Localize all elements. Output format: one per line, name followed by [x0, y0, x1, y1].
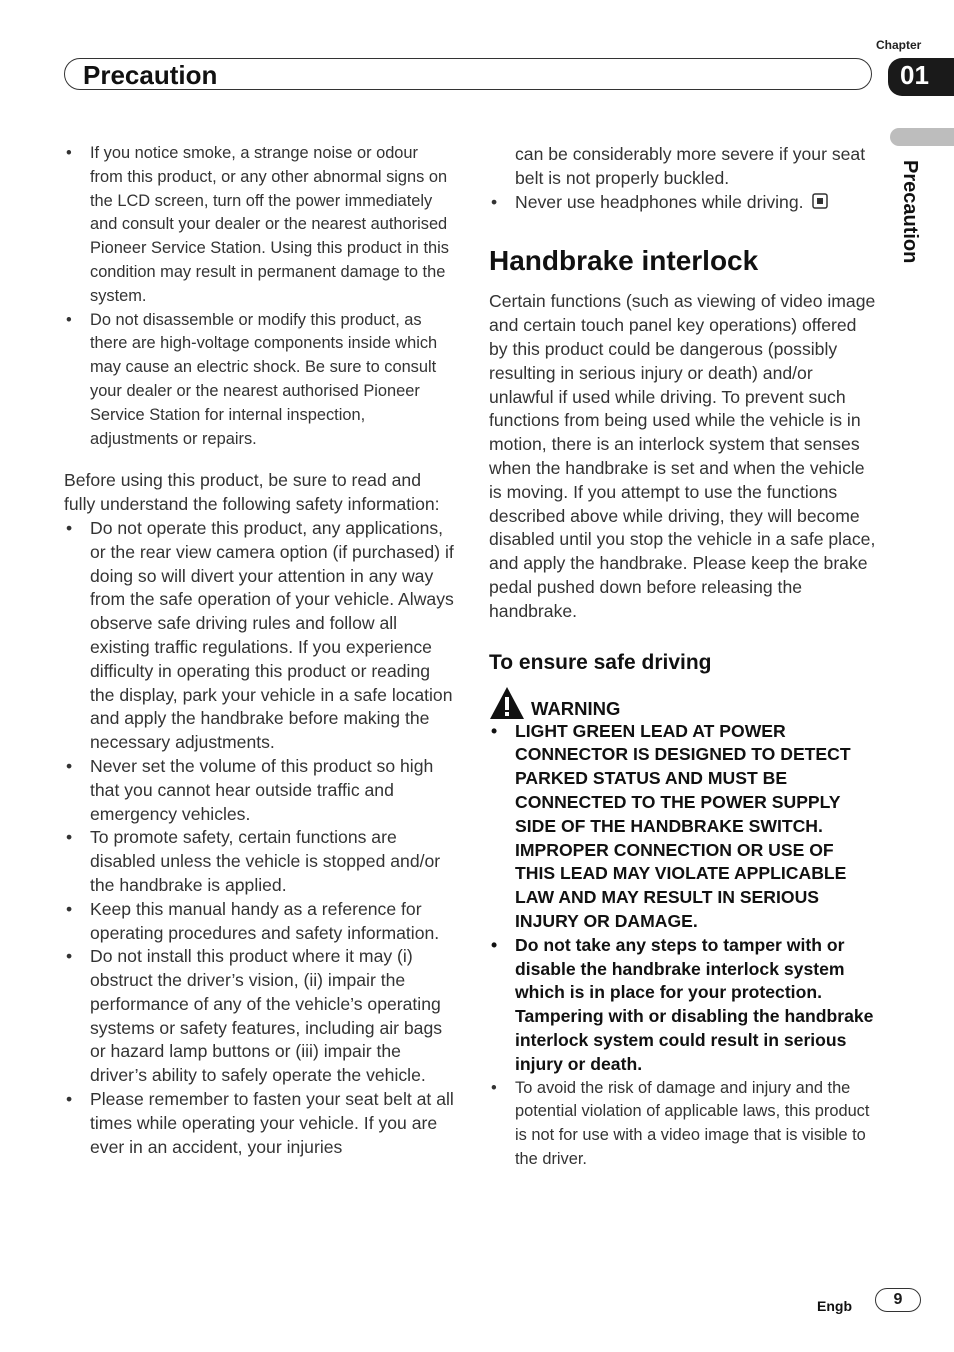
- section-body: Certain functions (such as viewing of video image and certain touch panel key operations) offered by this product could be dangerous (possibly resulting in serious injury or death) and/or unlawful if used while driving. To prevent such functions from being used while the vehicle is in motion, there is an interlock system that senses when the handbrake is set and when the vehicle is moving. If you attempt to use the functions described above while driving, they will become disabled until you stop the vehicle in a safe place, and apply the handbrake. Please keep the brake pedal pushed down before releasing the handbrake.: [489, 291, 876, 621]
- list-item: • Do not take any steps to tamper with or disable the handbrake interlock system which is in place for your protection. Tampering with or disabling the handbrake interlock system could result in serious injury or death.: [489, 934, 877, 1077]
- continuation-text: can be considerably more severe if your seat belt is not properly buckled.: [515, 144, 866, 188]
- chapter-label: Chapter: [876, 38, 922, 52]
- continued-list: [489, 143, 877, 214]
- subsection-title: To ensure safe driving: [489, 650, 712, 674]
- chapter-number: 01: [900, 60, 929, 90]
- left-column: [64, 142, 454, 1159]
- right-column: [489, 143, 877, 1172]
- list-item: • Never set the volume of this product so high that you cannot hear outside traffic and emergency vehicles.: [64, 755, 454, 826]
- list-item: [489, 191, 877, 215]
- list-item: • Keep this manual handy as a reference for operating procedures and safety information.: [64, 898, 454, 946]
- page-title: Precaution: [83, 60, 218, 90]
- note-list: [489, 1077, 877, 1172]
- list-item: • Do not operate this product, any applications, or the rear view camera option (if purchased) if doing so will divert your attention in any way from the safe operation of your vehicle. Always observe safe driving rules and follow all existing traffic regulations. If you experience difficulty in operating this product or reading the display, park your vehicle in a safe location and apply the handbrake before making the necessary adjustments.: [64, 517, 454, 755]
- warning-list: [489, 720, 877, 1077]
- list-item: • Do not disassemble or modify this product, as there are high-voltage components inside which may cause an electric shock. Be sure to consult your dealer or the nearest authorised Pioneer Service Station for internal inspection, adjustments or repairs.: [64, 309, 454, 452]
- safety-list-b: [64, 517, 454, 1160]
- section-title: Handbrake interlock: [489, 245, 759, 277]
- safety-intro: Before using this product, be sure to read and fully understand the following safety information:: [64, 470, 440, 515]
- page-title-bar: [64, 58, 872, 90]
- warning-label: WARNING: [531, 697, 621, 719]
- warning-header: [489, 682, 877, 720]
- list-item: • LIGHT GREEN LEAD AT POWER CONNECTOR IS DESIGNED TO DETECT PARKED STATUS AND MUST BE CONNECTED TO THE POWER SUPPLY SIDE OF THE HANDBRAKE SWITCH. IMPROPER CONNECTION OR USE OF THIS LEAD MAY VIOLATE APPLICABLE LAW AND MAY RESULT IN SERIOUS INJURY OR DAMAGE.: [489, 720, 877, 934]
- list-item: • To avoid the risk of damage and injury and the potential violation of applicable laws, this product is not for use with a video image that is visible to the driver.: [489, 1077, 877, 1172]
- list-item-continuation: [489, 143, 877, 191]
- list-item: • To promote safety, certain functions are disabled unless the vehicle is stopped and/or the handbrake is applied.: [64, 826, 454, 897]
- list-item: • Do not install this product where it may (i) obstruct the driver’s vision, (ii) impair the performance of any of the vehicle’s operating systems or safety features, including air bags or hazard lamp buttons or (iii) impair the driver’s ability to safely operate the vehicle.: [64, 945, 454, 1088]
- side-section-label: Precaution: [899, 160, 921, 264]
- list-item: • Please remember to fasten your seat belt at all times while operating your vehicle. If you are ever in an accident, your injuries: [64, 1088, 454, 1159]
- page-number: 9: [875, 1288, 921, 1312]
- warning-triangle-icon: [489, 686, 525, 720]
- language-code: Engb: [817, 1298, 852, 1314]
- side-tab-marker: [890, 128, 954, 146]
- chapter-badge: [888, 58, 954, 96]
- headphones-text: Never use headphones while driving.: [515, 191, 804, 212]
- end-mark-icon: [812, 193, 828, 209]
- safety-list-a: [64, 142, 454, 451]
- list-item: • If you notice smoke, a strange noise or odour from this product, or any other abnormal signs on the LCD screen, turn off the power immediately and consult your dealer or the nearest authorised Pioneer Service Station. Using this product in this condition may result in permanent damage to the system.: [64, 142, 454, 309]
